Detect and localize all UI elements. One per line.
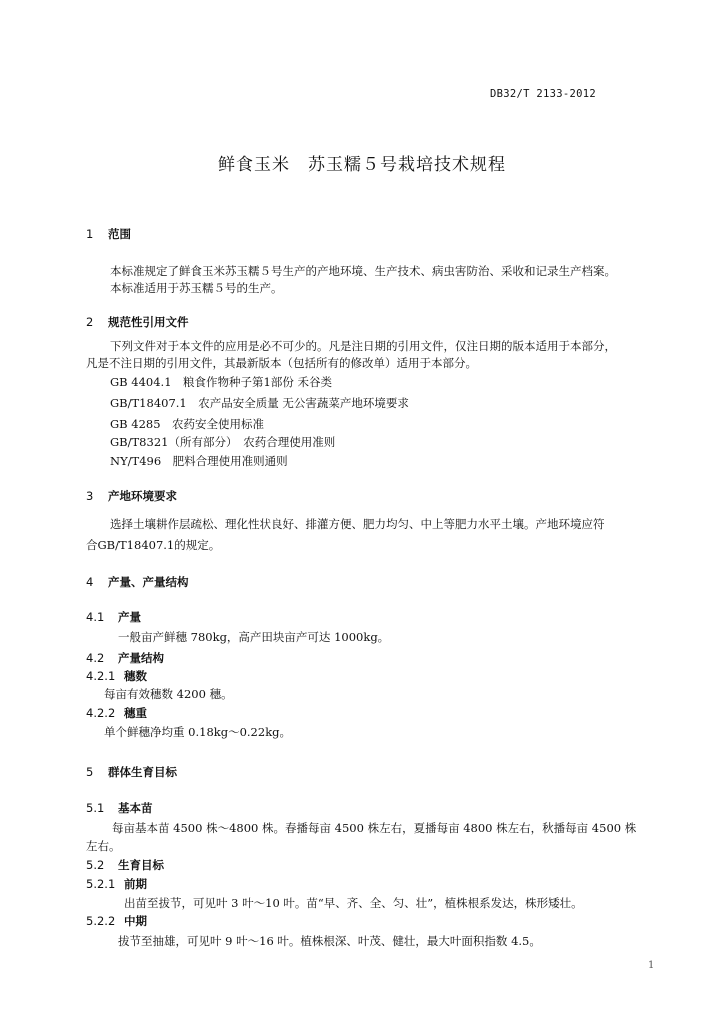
paragraph: 出苗至拔节，可见叶 3 叶～10 叶。苗“早、齐、全、匀、壮”，植株根系发达，株形矮壮。 xyxy=(124,896,583,910)
page-title: 鲜食玉米 苏玉糯５号栽培技术规程 xyxy=(218,155,506,175)
paragraph: 每亩有效穗数 4200 穗。 xyxy=(104,687,233,701)
section-5-heading xyxy=(86,764,177,780)
section-title: 中期 xyxy=(124,914,147,928)
subsection-4-2-2-heading xyxy=(86,705,147,721)
reference-item: GB/T18407.1 农产品安全质量 无公害蔬菜产地环境要求 xyxy=(110,396,409,410)
paragraph: 拔节至抽雄，可见叶 9 叶～16 叶。植株根深、叶茂、健壮，最大叶面积指数 4.5。 xyxy=(118,934,541,948)
standard-code: DB32/T 2133-2012 xyxy=(490,88,596,100)
section-title: 群体生育目标 xyxy=(108,765,177,779)
section-number: 5.1 xyxy=(86,801,105,815)
reference-item: GB 4404.1 粮食作物种子第1部份 禾谷类 xyxy=(110,375,333,389)
section-number: 5.2 xyxy=(86,858,105,872)
section-title: 生育目标 xyxy=(118,858,164,872)
paragraph: 每亩基本苗 4500 株～4800 株。春播每亩 4500 株左右，夏播每亩 4800 株左右，秋播每亩 4500 株 xyxy=(112,821,637,835)
section-title: 产量 xyxy=(118,610,141,624)
section-2-heading xyxy=(86,314,189,330)
page-number: 1 xyxy=(648,960,655,971)
section-4-heading xyxy=(86,574,189,590)
paragraph: 左右。 xyxy=(86,839,121,853)
section-title: 前期 xyxy=(124,877,147,891)
section-number: 3 xyxy=(86,489,94,503)
section-number: 5.2.2 xyxy=(86,914,116,928)
section-number: 4.1 xyxy=(86,610,105,624)
section-title: 产量结构 xyxy=(118,651,164,665)
paragraph: 本标准适用于苏玉糯５号的生产。 xyxy=(110,281,283,295)
section-number: 4 xyxy=(86,575,94,589)
subsection-5-2-2-heading xyxy=(86,913,147,929)
subsection-5-2-1-heading xyxy=(86,876,147,892)
section-title: 基本苗 xyxy=(118,801,153,815)
reference-item: NY/T496 肥料合理使用准则通则 xyxy=(110,454,288,468)
section-number: 4.2.1 xyxy=(86,669,116,683)
subsection-4-1-heading xyxy=(86,609,141,625)
section-number: 1 xyxy=(86,227,94,241)
section-title: 产量、产量结构 xyxy=(108,575,189,589)
paragraph: 下列文件对于本文件的应用是必不可少的。凡是注日期的引用文件，仅注日期的版本适用于本部分， xyxy=(110,339,616,353)
paragraph: 一般亩产鲜穗 780kg，高产田块亩产可达 1000kg。 xyxy=(118,630,390,644)
section-title: 穗重 xyxy=(124,706,147,720)
paragraph: 选择土壤耕作层疏松、理化性状良好、排灌方便、肥力均匀、中上等肥力水平土壤。产地环境应符 xyxy=(110,517,605,531)
subsection-4-2-heading xyxy=(86,650,164,666)
section-1-heading xyxy=(86,226,131,242)
section-number: 5 xyxy=(86,765,94,779)
reference-item: GB 4285 农药安全使用标准 xyxy=(110,417,265,431)
section-number: 4.2.2 xyxy=(86,706,116,720)
subsection-4-2-1-heading xyxy=(86,668,147,684)
paragraph: 凡是不注日期的引用文件，其最新版本（包括所有的修改单）适用于本部分。 xyxy=(86,356,477,370)
section-title: 规范性引用文件 xyxy=(108,315,189,329)
section-number: 2 xyxy=(86,315,94,329)
section-number: 4.2 xyxy=(86,651,105,665)
section-title: 穗数 xyxy=(124,669,147,683)
subsection-5-2-heading xyxy=(86,857,164,873)
section-number: 5.2.1 xyxy=(86,877,116,891)
paragraph: 合GB/T18407.1的规定。 xyxy=(86,538,221,552)
paragraph: 单个鲜穗净均重 0.18kg～0.22kg。 xyxy=(104,725,292,739)
section-title: 范围 xyxy=(108,227,131,241)
section-title: 产地环境要求 xyxy=(108,489,177,503)
reference-item: GB/T8321（所有部分） 农药合理使用准则 xyxy=(110,435,336,449)
paragraph: 本标准规定了鲜食玉米苏玉糯５号生产的产地环境、生产技术、病虫害防治、采收和记录生产档案。 xyxy=(110,264,616,278)
subsection-5-1-heading xyxy=(86,800,153,816)
section-3-heading xyxy=(86,488,177,504)
